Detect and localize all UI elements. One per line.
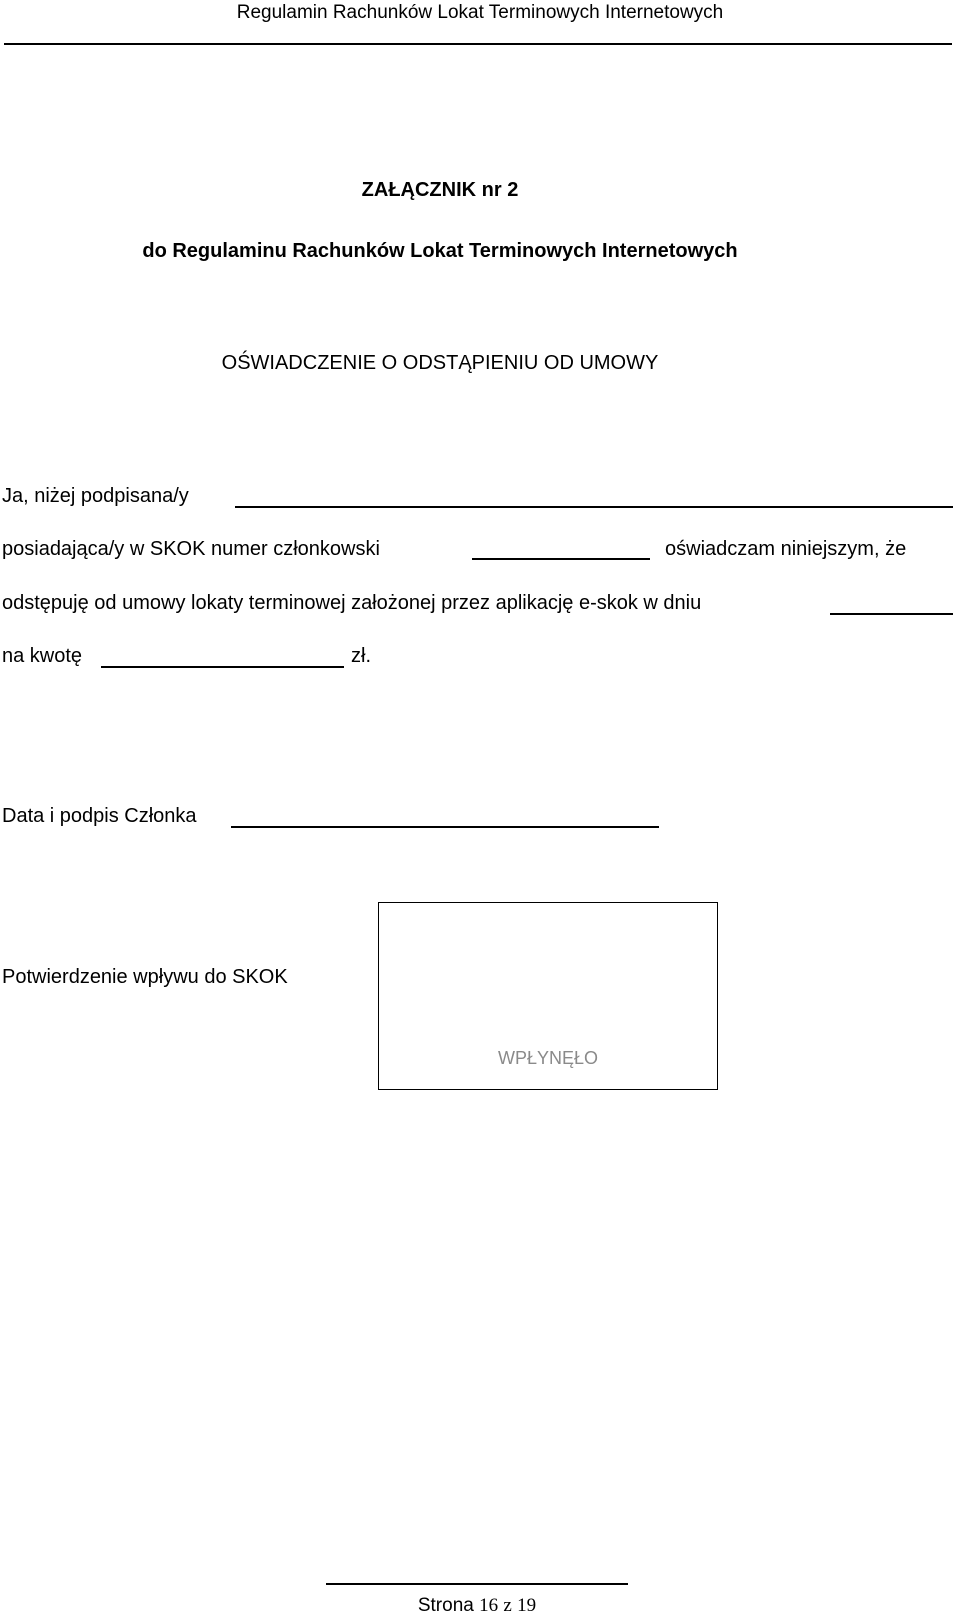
- signature-field[interactable]: [231, 826, 659, 828]
- date-field[interactable]: [830, 613, 953, 615]
- current-page: 16: [479, 1595, 499, 1616]
- stamp-text: WPŁYNĘŁO: [497, 1048, 599, 1068]
- page-number: [326, 1594, 628, 1618]
- currency-label: zł.: [351, 645, 371, 667]
- running-header: Regulamin Rachunków Lokat Terminowych Internetowych: [236, 2, 724, 23]
- page-prefix: Strona: [417, 1595, 474, 1616]
- header-divider: [4, 43, 952, 45]
- confirmation-label: Potwierdzenie wpływu do SKOK: [2, 966, 288, 988]
- signer-label: Ja, niżej podpisana/y: [2, 485, 189, 507]
- page-separator: z: [503, 1595, 512, 1616]
- membership-label: posiadająca/y w SKOK numer członkowski: [2, 538, 380, 560]
- annex-subtitle: do Regulaminu Rachunków Lokat Terminowych Internetowych: [142, 240, 738, 262]
- signer-name-field[interactable]: [235, 506, 953, 508]
- amount-field[interactable]: [101, 666, 344, 668]
- total-pages: 19: [517, 1595, 537, 1616]
- statement-title: OŚWIADCZENIE O ODSTĄPIENIU OD UMOWY: [221, 352, 659, 374]
- amount-label: na kwotę: [2, 645, 83, 667]
- signature-label: Data i podpis Członka: [2, 805, 197, 827]
- footer-divider: [326, 1583, 628, 1585]
- receipt-stamp-box: [378, 902, 718, 1090]
- annex-title: ZAŁĄCZNIK nr 2: [361, 179, 519, 201]
- declaration-text: oświadczam niniejszym, że: [665, 538, 907, 560]
- withdrawal-text: odstępuję od umowy lokaty terminowej założonej przez aplikację e-skok w dniu: [2, 592, 702, 614]
- membership-number-field[interactable]: [472, 558, 650, 560]
